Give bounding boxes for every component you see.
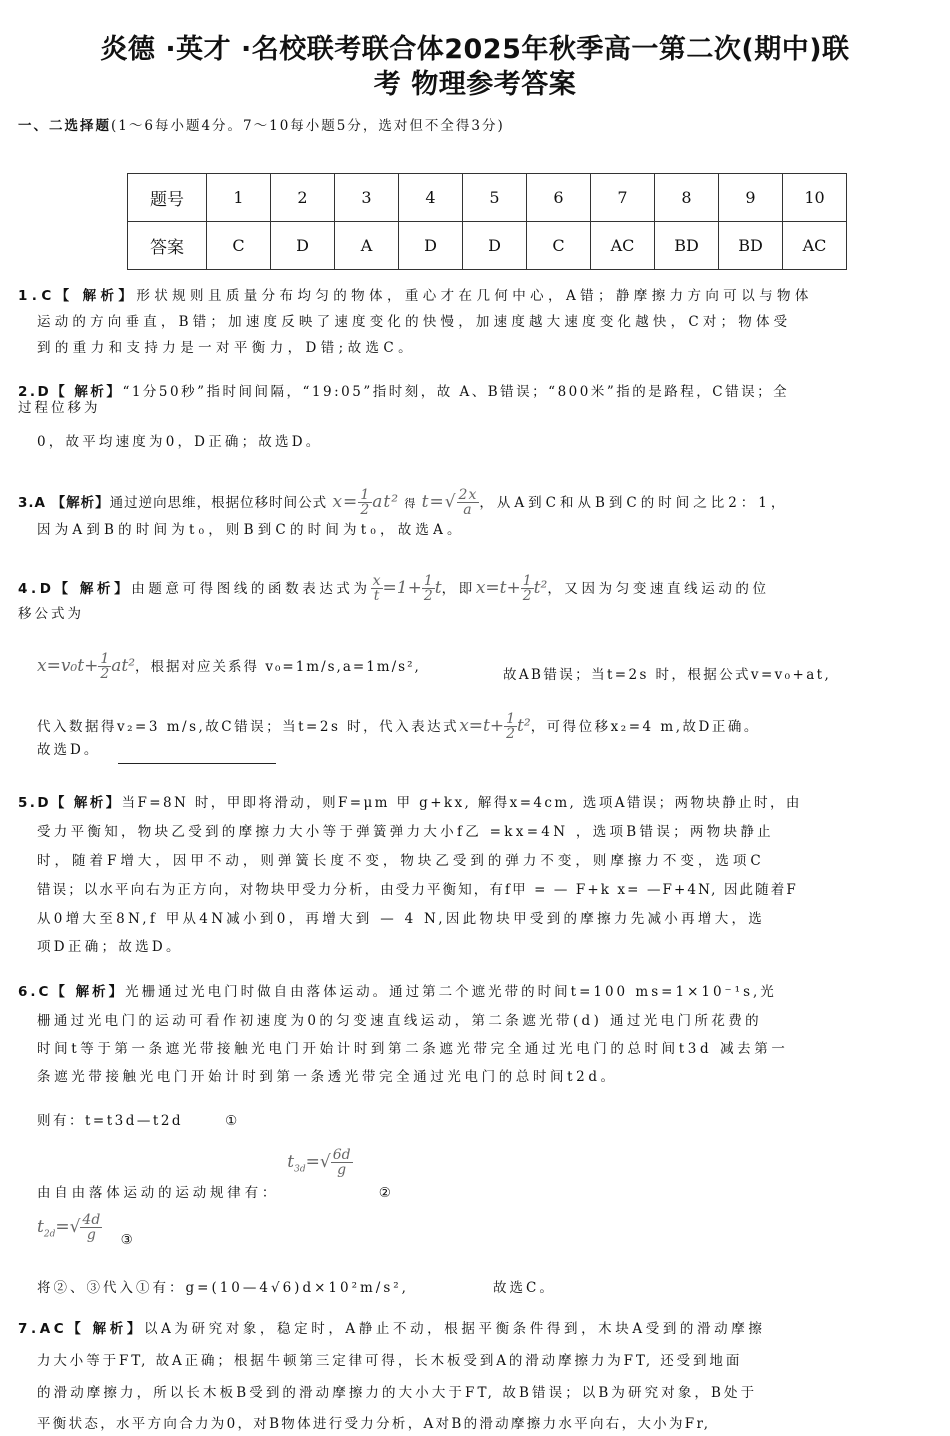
table-cell: 10 <box>783 174 847 222</box>
q4-text-b: ，即 <box>441 581 476 597</box>
q4-text-4b: ，可得位移x₂=4 m,故D正确。 <box>530 719 760 735</box>
table-cell: 6 <box>527 174 591 222</box>
q4-text-a: 由题意可得图线的函数表达式为 <box>131 581 371 597</box>
table-cell: AC <box>783 222 847 270</box>
q6-line1 <box>18 984 777 1002</box>
q2-line1 <box>18 384 789 402</box>
q5-line5: 从0增大至8N,f 甲从4N减小到0，再增大到 — 4 N,因此物块甲受到的摩擦力先减小再增大，选 <box>37 911 766 927</box>
section-heading <box>18 114 505 134</box>
q2-tag: 2.D【 解析】 <box>18 384 123 400</box>
table-cell: D <box>399 222 463 270</box>
formula-x-v0t-half-at2: x=v₀t+ $\frac{1}{2}$ at² <box>37 651 136 682</box>
q5-line3: 时，随着F增大，因甲不动，则弹簧长度不变，物块乙受到的弹力不变，则摩擦力不变，选项C <box>37 853 765 869</box>
q6-line8 <box>37 1280 556 1298</box>
q4-line3b: 故AB错误；当t=2s 时，根据公式v=v₀+at, <box>503 667 832 683</box>
table-cell: 5 <box>463 174 527 222</box>
q2-line3: 0，故平均速度为0，D正确；故选D。 <box>37 434 323 450</box>
page-title-line1: 炎德 ·英才 ·名校联考联合体2025年秋季高一第二次(期中)联 <box>100 34 850 65</box>
table-cell: 7 <box>591 174 655 222</box>
q7-line3: 的滑动摩擦力，所以长木板B受到的滑动摩擦力的大小大于FT, 故B错误；以B为研究对象，B处于 <box>37 1385 758 1401</box>
q5-tag: 5.D【 解析】 <box>18 795 122 811</box>
q5-line6: 项D正确；故选D。 <box>37 939 183 955</box>
page-title-line2: 考 物理参考答案 <box>373 69 577 100</box>
formula-x-half-at2: x= $\frac{1}{2}$ at² <box>332 487 400 518</box>
table-cell: BD <box>655 222 719 270</box>
table-header-answer: 答案 <box>128 222 207 270</box>
answer-table <box>127 173 847 270</box>
table-cell: A <box>335 222 399 270</box>
q6-line3: 时间t等于第一条遮光带接触光电门开始计时到第二条遮光带完全通过光电门的总时间t3d 减去第一 <box>37 1041 789 1057</box>
table-cell: BD <box>719 222 783 270</box>
table-cell: C <box>527 222 591 270</box>
table-cell: D <box>463 222 527 270</box>
table-header-number: 题号 <box>128 174 207 222</box>
q6-line6 <box>37 1147 395 1201</box>
q6-line2: 栅通过光电门的运动可看作初速度为0的匀变速直线运动，第二条遮光带(d) 通过光电门所花费的 <box>37 1013 763 1029</box>
q5-line1 <box>18 795 802 813</box>
table-cell: 8 <box>655 174 719 222</box>
q3-text-b: 得 <box>404 497 417 510</box>
q5-line2: 受力平衡知，物块乙受到的摩擦力大小等于弹簧弹力大小f乙 =kx=4N ，选项B错误；两物块静止 <box>37 824 774 840</box>
q4-text-3a: ，根据对应关系得 v₀=1m/s,a=1m/s², <box>135 659 421 675</box>
table-cell: 9 <box>719 174 783 222</box>
q7-line2: 力大小等于FT, 故A正确；根据牛顿第三定律可得，长木板受到A的滑动摩擦力为FT, 还受到地面 <box>37 1353 743 1369</box>
equation-marker-2: ② <box>378 1185 395 1201</box>
q4-line4 <box>37 712 760 741</box>
underline-divider <box>118 763 276 764</box>
q1-line1 <box>18 288 813 306</box>
q3-line1 <box>18 488 788 517</box>
table-cell: 4 <box>399 174 463 222</box>
q3-line2: 因为A到B的时间为t₀，则B到C的时间为t₀，故选A。 <box>37 522 465 538</box>
q1-tag: 1.C【 解析】 <box>18 288 137 304</box>
q4-tag: 4.D【 解析】 <box>18 581 132 597</box>
formula-t3d: $t_{3d}=√$ $\frac{6d}{g}$ <box>287 1147 351 1178</box>
q4-line3 <box>37 652 421 681</box>
table-cell: 3 <box>335 174 399 222</box>
q3-text-c: ，从A到C和从B到C的时间之比2：1， <box>479 495 789 511</box>
q1-line3: 到的重力和支持力是一对平衡力，D错;故选C。 <box>37 340 417 356</box>
q6-line7 <box>37 1212 133 1248</box>
q2-line2: 过程位移为 <box>18 400 101 416</box>
q1-line2: 运动的方向垂直，B错；加速度反映了速度变化的快慢，加速度越大速度变化越快，C对；物体受 <box>37 314 792 330</box>
q5-text: 当F=8N 时，甲即将滑动，则F=μm 甲 g+kx, 解得x=4cm, 选项A错误；两物块静止时，由 <box>121 795 802 811</box>
q3-tag: 3.A 【解析】 <box>18 495 110 511</box>
q6-text: 光栅通过光电门时做自由落体运动。通过第二个遮光带的时间t=100 ms=1×10⁻¹s,光 <box>125 984 777 1000</box>
equation-marker-3: ③ <box>120 1232 133 1248</box>
table-row-numbers <box>128 174 847 222</box>
q5-line4: 错误；以水平向右为正方向，对物块甲受力分析，由受力平衡知，有f甲 = — F+k x= —F+4N, 因此随着F <box>37 882 798 898</box>
q2-text: “1分50秒”指时间间隔，“19:05”指时刻，故 A、B错误；“800米”指的是路程，C错误；全 <box>122 384 790 400</box>
q6-tag: 6.C【 解析】 <box>18 984 126 1000</box>
q4-text-4a: 代入数据得v₂=3 m/s,故C错误；当t=2s 时，代入表达式 <box>37 719 460 735</box>
q7-line4: 平衡状态，水平方向合力为0，对B物体进行受力分析，A对B的滑动摩擦力水平向右，大小为Fr, <box>37 1416 711 1432</box>
formula-x-t-half-t2-b: x=t+ $\frac{1}{2}$ t² <box>459 711 531 742</box>
table-cell: D <box>271 222 335 270</box>
formula-x-over-t: $\frac{x}{t}$ =1+ $\frac{1}{2}$ t <box>372 573 442 604</box>
q6-line4: 条遮光带接触光电门开始计时到第一条透光带完全通过光电门的总时间t2d。 <box>37 1069 618 1085</box>
q6-line5 <box>37 1113 240 1131</box>
formula-t2d: $t_{2d}=√$ $\frac{4d}{g}$ <box>37 1212 101 1243</box>
q6-text-6: 由自由落体运动的运动规律有： <box>37 1185 280 1201</box>
table-cell: 2 <box>271 174 335 222</box>
table-cell: AC <box>591 222 655 270</box>
equation-marker-1: ① <box>225 1113 240 1129</box>
table-row-answers <box>128 222 847 270</box>
formula-t-sqrt: t=√ $\frac{2x}{a}$ <box>421 487 478 518</box>
q6-text-7a: 将②、③代入①有：g=(10—4√6)d×10²m/s², <box>37 1280 409 1296</box>
table-cell: 1 <box>207 174 271 222</box>
q4-line2: 移公式为 <box>18 606 84 622</box>
q7-text: 以A为研究对象，稳定时，A静止不动，根据平衡条件得到，木块A受到的滑动摩擦 <box>143 1321 766 1337</box>
q6-text-5: 则有：t=t3d—t2d <box>37 1113 184 1129</box>
q1-text: 形状规则且质量分布均匀的物体，重心才在几何中心，A错；静摩擦力方向可以与物体 <box>136 288 813 304</box>
section-title: 一、二选择题 <box>18 118 111 134</box>
q6-text-7b: 故选C。 <box>492 1280 556 1296</box>
q4-text-c: ，又因为匀变速直线运动的位 <box>547 581 770 597</box>
section-note: (1～6每小题4分。7～10每小题5分，选对但不全得3分) <box>111 118 505 134</box>
q4-line5: 故选D。 <box>37 742 101 758</box>
formula-x-t-half-t2: x=t+ $\frac{1}{2}$ t² <box>475 573 548 604</box>
q4-line1 <box>18 574 770 603</box>
q7-line1 <box>18 1321 765 1339</box>
q3-text-a: 通过逆向思维，根据位移时间公式 <box>109 495 328 511</box>
table-cell: C <box>207 222 271 270</box>
q7-tag: 7.AC【 解析】 <box>18 1321 144 1337</box>
